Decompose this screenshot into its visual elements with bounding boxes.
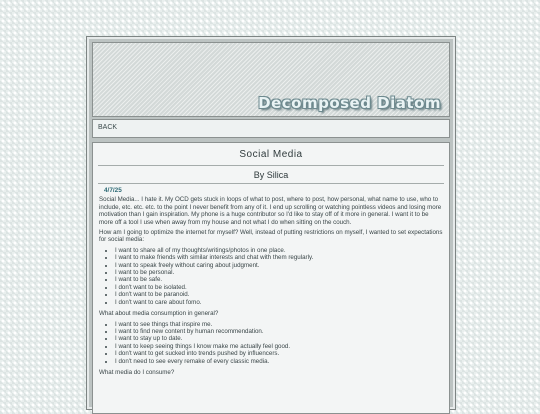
paragraph-intro: Social Media... I hate it. My OCD gets stuck in loops of what to post, where to post, how personal, what name to use, who to include, etc. etc. etc. to the point I never benefit from any of it. I end up scrolling or watching pointless videos and losing more motivation than I gain inspiration. My phone is a huge contributor so I'd like to stay off of it more in general. I want it to be more off a tool I use when away from my house and not what I do when sitting on the couch. bbox=[99, 196, 442, 226]
list-item: • I want to be safe. bbox=[115, 276, 443, 283]
paragraph-media: What media do I consume? bbox=[99, 368, 175, 376]
list-item: • I don't need to see every remake of every classic media. bbox=[115, 358, 443, 365]
expectations-list bbox=[99, 247, 443, 306]
back-link[interactable]: BACK bbox=[98, 124, 118, 131]
list-item: • I want to be personal. bbox=[115, 269, 443, 276]
list-item: • I want to make friends with similar interests and chat with them regularly. bbox=[115, 254, 443, 261]
list-item: • I want to share all of my thoughts/writings/photos in one place. bbox=[115, 247, 443, 254]
list-item: • I want to stay up to date. bbox=[115, 335, 443, 342]
post-byline: By Silica bbox=[253, 170, 289, 180]
site-title: Decomposed Diatom bbox=[258, 94, 441, 112]
post-date: 4/7/25 bbox=[104, 187, 122, 194]
post-body bbox=[93, 184, 449, 376]
list-item: • I want to see things that inspire me. bbox=[115, 321, 443, 328]
post-title: Social Media bbox=[239, 149, 303, 160]
list-item: • I don't want to get sucked into trends pushed by influencers. bbox=[115, 350, 443, 357]
title-divider bbox=[98, 165, 444, 166]
nav-bar bbox=[92, 119, 450, 138]
paragraph-expectations: How am I going to optimize the internet for myself? Well, instead of putting restrictions on myself, I wanted to set expectations for social media: bbox=[99, 229, 443, 244]
post-content bbox=[92, 142, 450, 414]
consumption-list bbox=[99, 321, 443, 365]
list-item: • I don't want to be isolated. bbox=[115, 284, 443, 291]
list-item: • I want to speak freely without caring about judgment. bbox=[115, 262, 443, 269]
list-item: • I want to find new content by human recommendation. bbox=[115, 328, 443, 335]
list-item: • I don't want to care about fomo. bbox=[115, 299, 443, 306]
list-item: • I don't want to be paranoid. bbox=[115, 291, 443, 298]
site-banner bbox=[92, 42, 450, 117]
list-item: • I want to keep seeing things I know make me actually feel good. bbox=[115, 343, 443, 350]
page-frame bbox=[86, 36, 456, 410]
paragraph-consumption: What about media consumption in general? bbox=[99, 310, 219, 318]
